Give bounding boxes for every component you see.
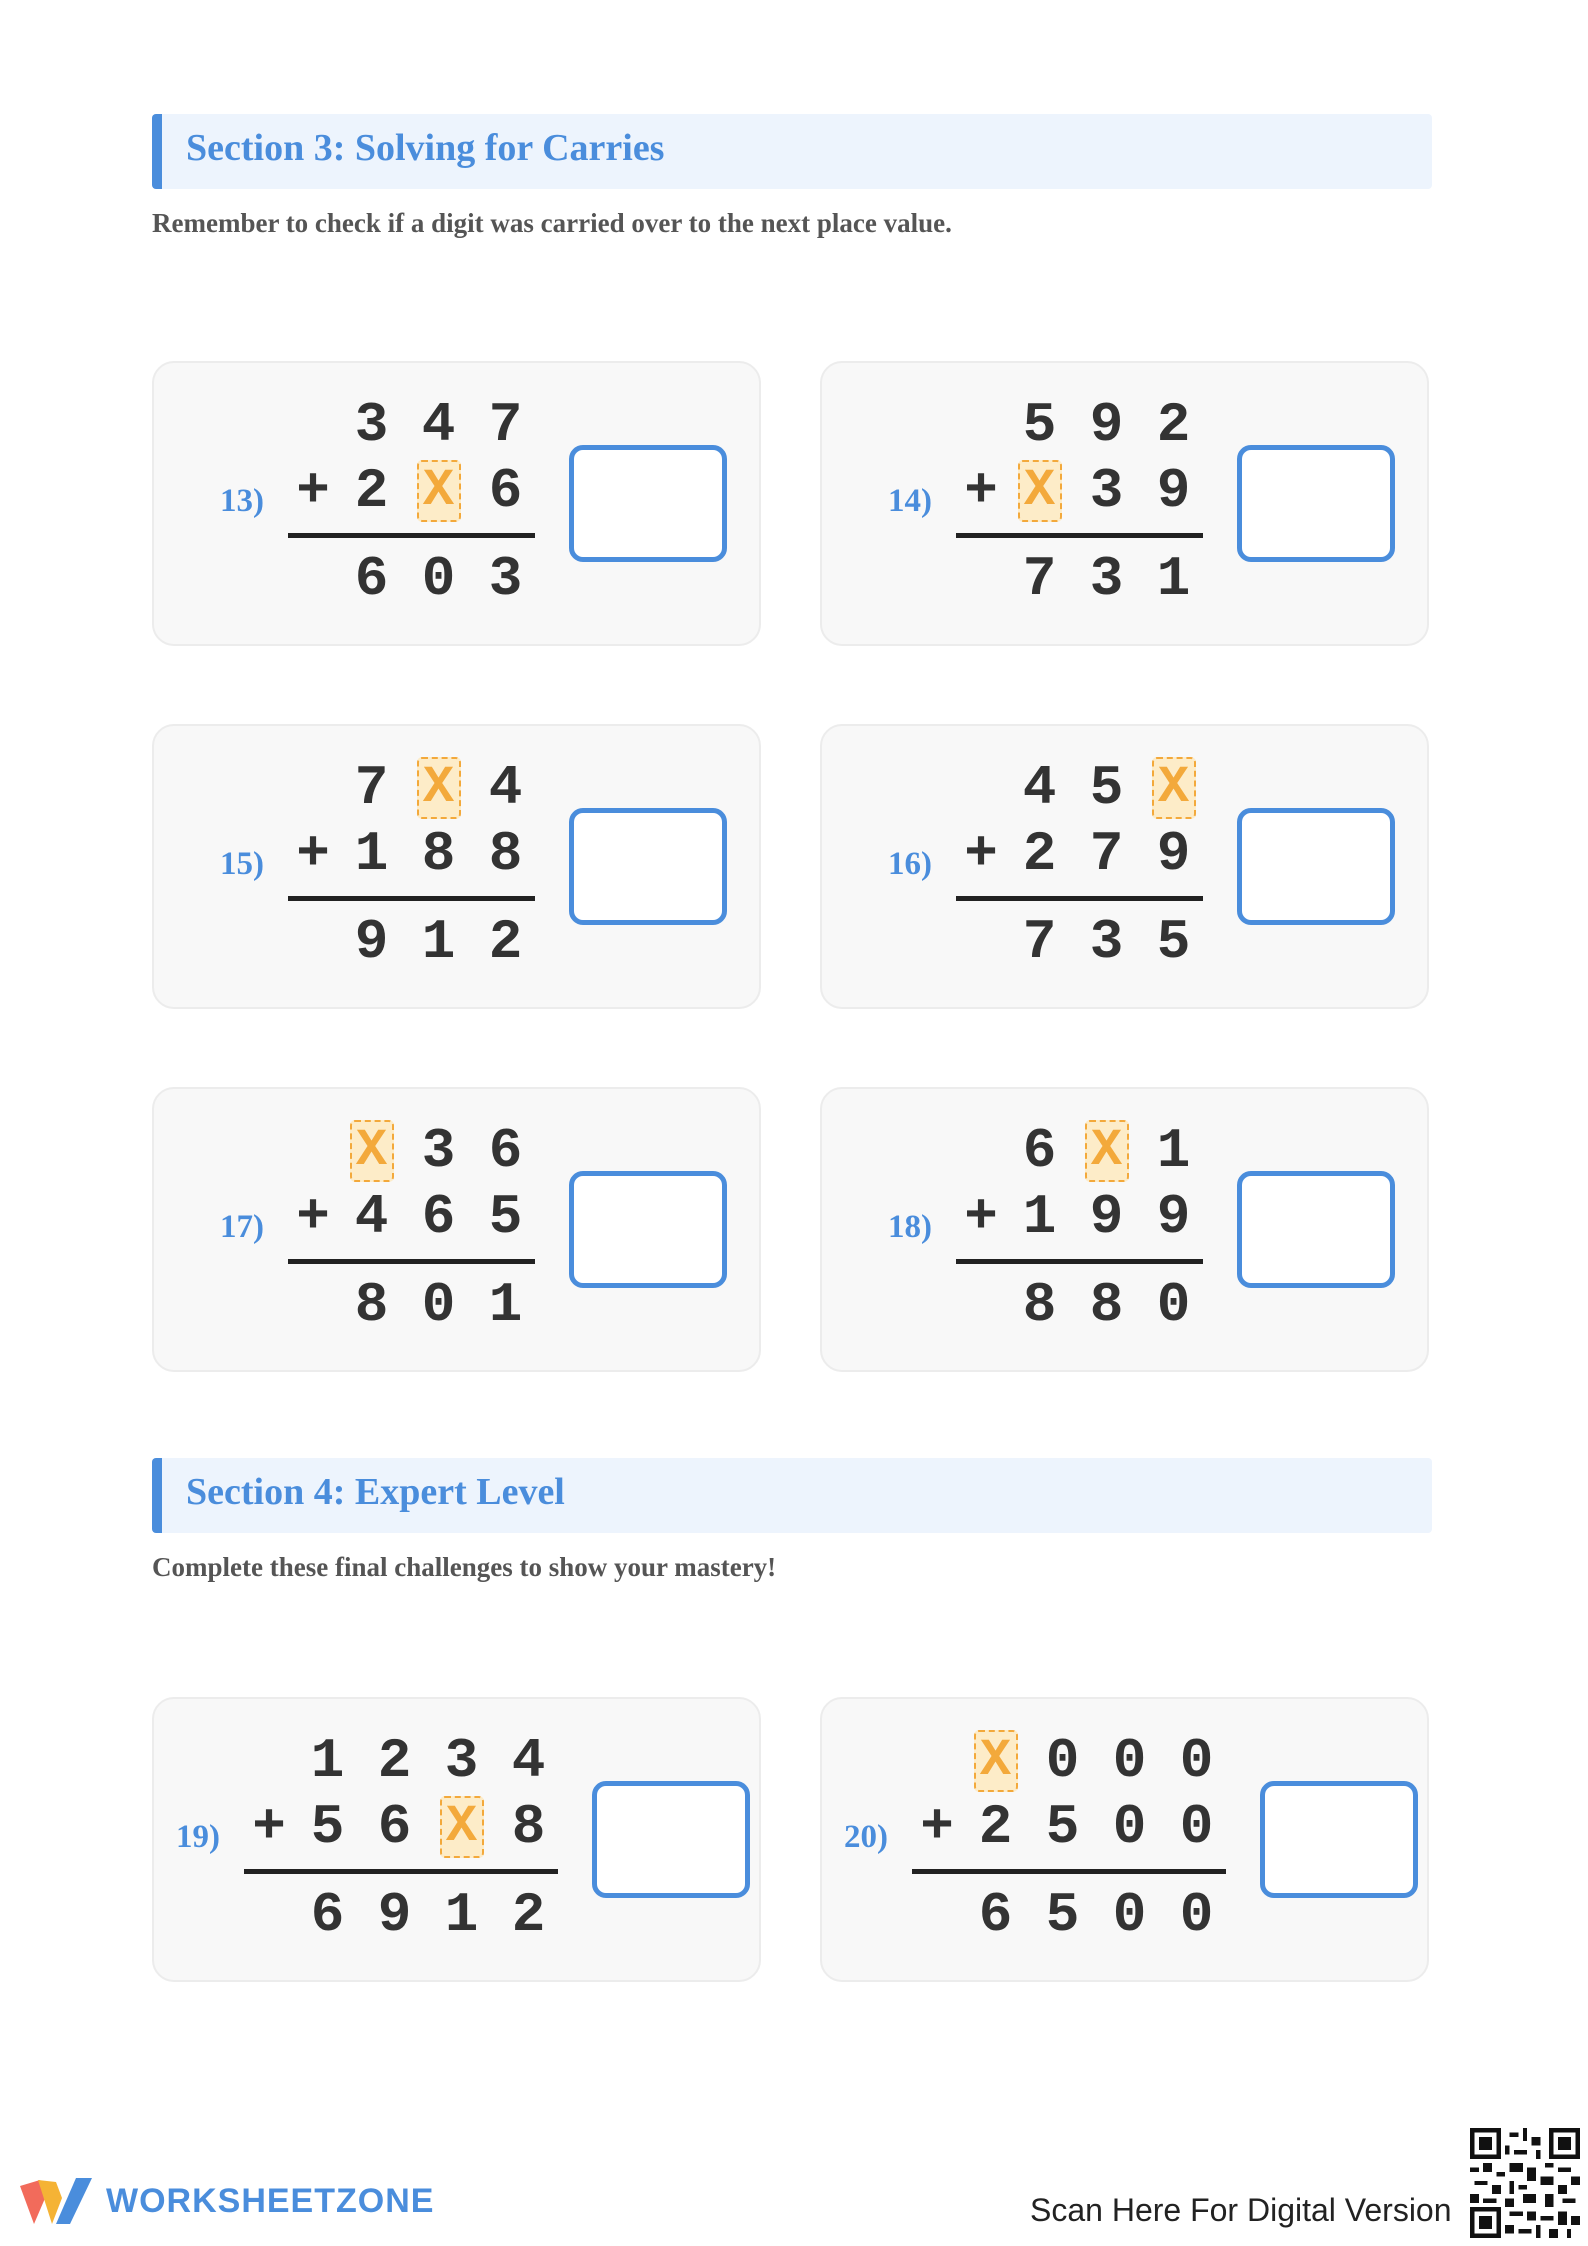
digit: 5 [1045,1883,1080,1947]
section-title: Section 3: Solving for Carries [186,127,665,169]
digit: 9 [377,1883,412,1947]
digit: 5 [1022,393,1057,457]
missing-digit-marker: X [1152,757,1196,819]
bottom-row [912,1795,1230,1859]
digit: 0 [421,1273,456,1337]
digit: 6 [377,1795,412,1859]
problem-number: 14) [888,483,932,519]
digit: 4 [1022,756,1057,820]
digit: 5 [488,1185,523,1249]
missing-digit-marker: X [1085,1120,1129,1182]
answer-box[interactable] [569,1171,727,1288]
top-row [956,756,1207,820]
digit: 2 [354,459,389,523]
digit: 1 [1022,1185,1057,1249]
digit: 0 [1179,1729,1214,1793]
digit: 2 [488,910,523,974]
digit: 8 [354,1273,389,1337]
digit: 0 [1112,1795,1147,1859]
plus-sign: + [296,1185,330,1249]
digit: 9 [1156,1185,1191,1249]
answer-box[interactable] [1237,445,1395,562]
digit: 9 [354,910,389,974]
problem-card [152,361,761,646]
digit: 3 [444,1729,479,1793]
problem-number: 15) [220,846,264,882]
digit: 1 [354,822,389,886]
digit: 9 [1089,393,1124,457]
digit: 8 [1022,1273,1057,1337]
top-row [244,1729,562,1793]
sum-line [244,1869,558,1874]
bottom-row [288,1185,539,1249]
digit: 2 [1156,393,1191,457]
problem-number: 18) [888,1209,932,1245]
digit: 7 [1022,910,1057,974]
section-title: Section 4: Expert Level [186,1471,565,1513]
top-row [288,756,539,820]
missing-digit-marker: X [440,1796,484,1858]
sum-line [956,1259,1203,1264]
digit: 6 [978,1883,1013,1947]
top-row [288,393,539,457]
digit: 2 [978,1795,1013,1859]
section-3-header [152,114,1432,189]
top-row [956,1119,1207,1183]
plus-sign: + [296,822,330,886]
section-4-header [152,1458,1432,1533]
answer-box[interactable] [592,1781,750,1898]
sum-line [288,533,535,538]
digit: 5 [1045,1795,1080,1859]
digit: 7 [1089,822,1124,886]
brand-name: WORKSHEETZONE [106,2181,435,2220]
digit: 6 [1022,1119,1057,1183]
plus-sign: + [296,459,330,523]
digit: 4 [488,756,523,820]
digit: 2 [377,1729,412,1793]
problem-card [820,1697,1429,1982]
digit: 1 [1156,547,1191,611]
digit: 2 [511,1883,546,1947]
problem-number: 16) [888,846,932,882]
top-row [912,1729,1230,1793]
brand-logo [16,2172,434,2230]
digit: 0 [421,547,456,611]
problem-card [152,724,761,1009]
digit: 3 [1089,910,1124,974]
digit: 6 [488,1119,523,1183]
sum-line [956,533,1203,538]
bottom-row [956,1185,1207,1249]
section-description: Remember to check if a digit was carried over to the next place value. [152,208,952,238]
digit: 0 [1112,1883,1147,1947]
missing-digit-marker: X [974,1730,1018,1792]
section-description: Complete these final challenges to show your mastery! [152,1552,777,1582]
answer-box[interactable] [1237,808,1395,925]
digit: 3 [1089,547,1124,611]
digit: 1 [488,1273,523,1337]
bottom-row [956,459,1207,523]
top-row [956,393,1207,457]
problem-number: 19) [176,1819,220,1855]
bottom-row [956,822,1207,886]
digit: 5 [1089,756,1124,820]
digit: 9 [1156,822,1191,886]
digit: 4 [421,393,456,457]
digit: 6 [354,547,389,611]
qr-code-icon[interactable] [1470,2128,1580,2238]
answer-box[interactable] [569,808,727,925]
missing-digit-marker: X [417,460,461,522]
missing-digit-marker: X [350,1120,394,1182]
digit: 0 [1179,1883,1214,1947]
problem-number: 17) [220,1209,264,1245]
plus-sign: + [252,1795,286,1859]
digit: 9 [1156,459,1191,523]
top-row [288,1119,539,1183]
problem-card [152,1697,761,1982]
bottom-row [288,822,539,886]
result-row [912,1883,1230,1947]
digit: 3 [488,547,523,611]
sum-line [288,1259,535,1264]
problem-card [820,724,1429,1009]
answer-box[interactable] [569,445,727,562]
missing-digit-cell [428,1799,495,1855]
sum-line [288,896,535,901]
digit: 7 [354,756,389,820]
missing-digit-cell [338,1123,405,1179]
digit: 6 [421,1185,456,1249]
answer-box[interactable] [1237,1171,1395,1288]
digit: 0 [1156,1273,1191,1337]
digit: 0 [1045,1729,1080,1793]
problem-card [820,361,1429,646]
result-row [288,1273,539,1337]
digit: 3 [1089,459,1124,523]
problem-card [152,1087,761,1372]
missing-digit-cell [1140,760,1207,816]
problem-card [820,1087,1429,1372]
result-row [956,547,1207,611]
result-row [956,910,1207,974]
digit: 7 [488,393,523,457]
digit: 4 [511,1729,546,1793]
digit: 6 [488,459,523,523]
missing-digit-cell [1073,1123,1140,1179]
problem-number: 20) [844,1819,888,1855]
answer-box[interactable] [1260,1781,1418,1898]
digit: 3 [354,393,389,457]
digit: 7 [1022,547,1057,611]
digit: 8 [511,1795,546,1859]
digit: 5 [1156,910,1191,974]
digit: 6 [310,1883,345,1947]
worksheetzone-logo-icon [16,2172,96,2230]
digit: 4 [354,1185,389,1249]
bottom-row [288,459,539,523]
problem-number: 13) [220,483,264,519]
plus-sign: + [964,459,998,523]
plus-sign: + [964,822,998,886]
sum-line [912,1869,1226,1874]
digit: 3 [421,1119,456,1183]
missing-digit-marker: X [1018,460,1062,522]
digit: 1 [1156,1119,1191,1183]
digit: 8 [1089,1273,1124,1337]
digit: 0 [1179,1795,1214,1859]
result-row [956,1273,1207,1337]
digit: 1 [310,1729,345,1793]
missing-digit-marker: X [417,757,461,819]
digit: 8 [488,822,523,886]
missing-digit-cell [405,760,472,816]
digit: 8 [421,822,456,886]
plus-sign: + [920,1795,954,1859]
scan-instruction: Scan Here For Digital Version [1030,2192,1452,2228]
digit: 1 [444,1883,479,1947]
digit: 1 [421,910,456,974]
digit: 5 [310,1795,345,1859]
digit: 2 [1022,822,1057,886]
missing-digit-cell [962,1733,1029,1789]
digit: 0 [1112,1729,1147,1793]
result-row [244,1883,562,1947]
missing-digit-cell [1006,463,1073,519]
digit: 9 [1089,1185,1124,1249]
result-row [288,547,539,611]
sum-line [956,896,1203,901]
missing-digit-cell [405,463,472,519]
result-row [288,910,539,974]
plus-sign: + [964,1185,998,1249]
bottom-row [244,1795,562,1859]
